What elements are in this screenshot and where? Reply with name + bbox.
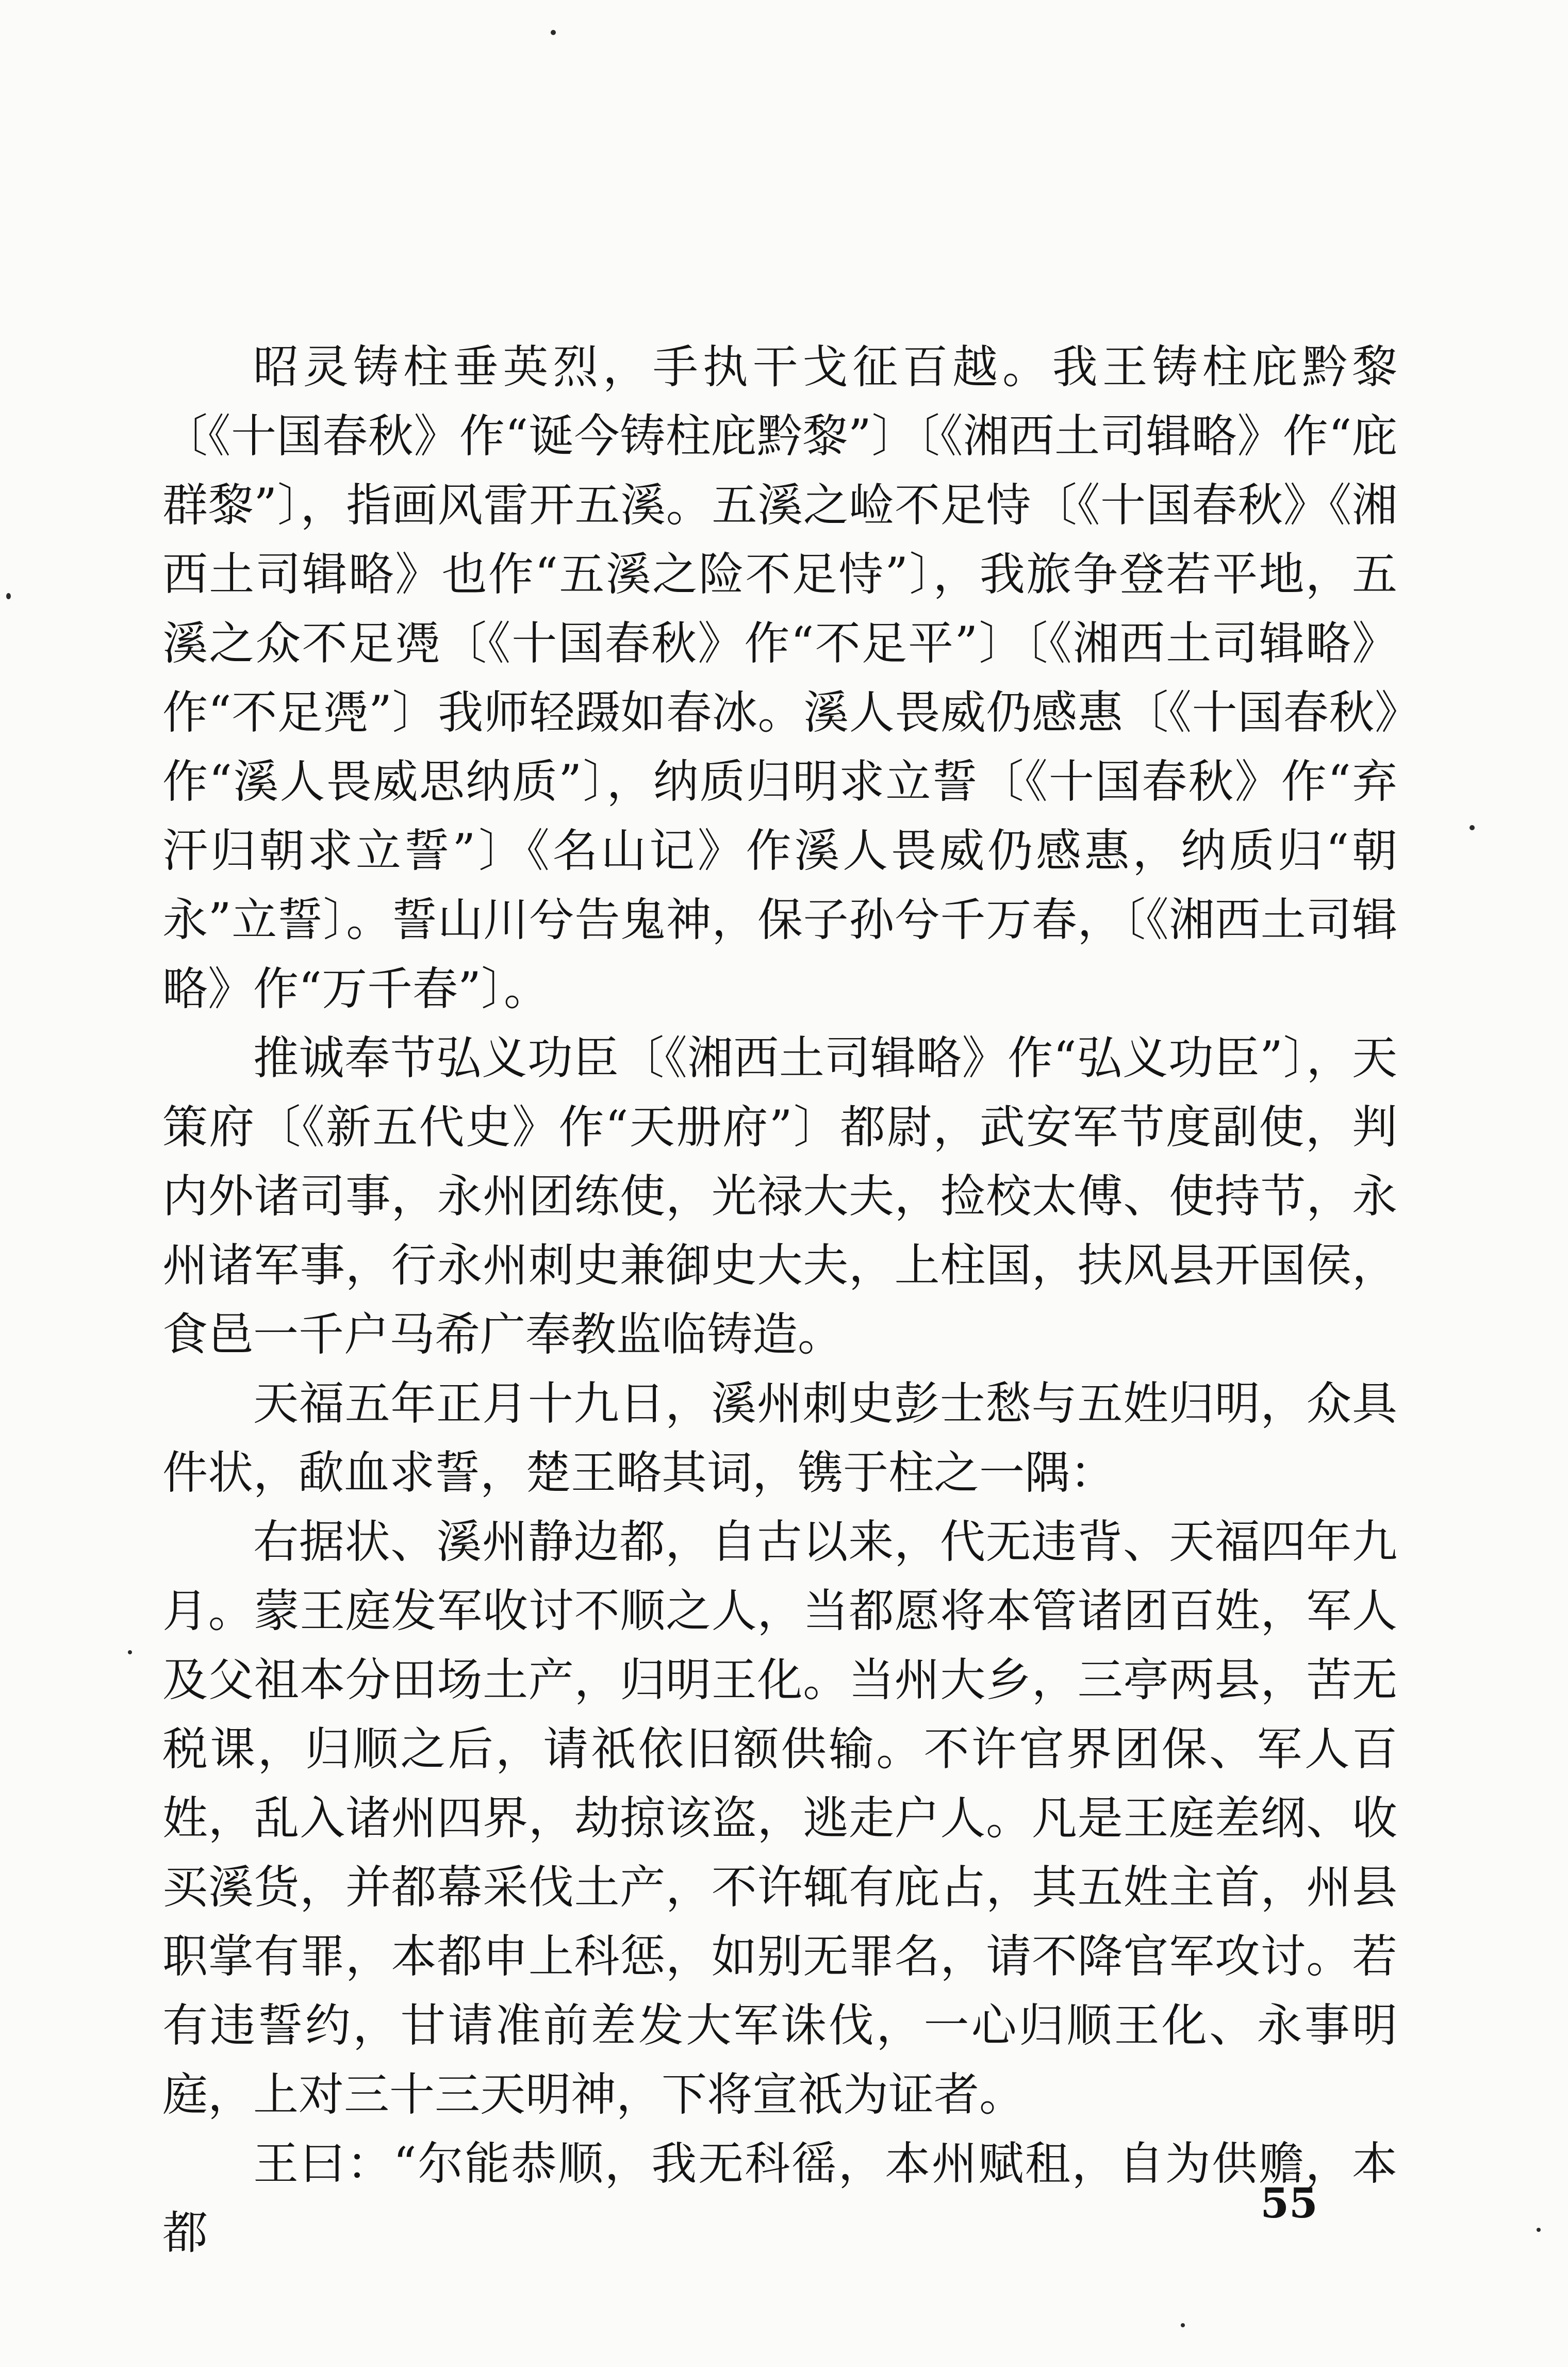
paragraph-petition: 右据状、溪州静边都，自古以来，代无违背、天福四年九月。蒙王庭发军收讨不顺之人，当都愿将本管诸团百姓，军人及父祖本分田场土产，归明王化。当州大乡，三亭两县，苦无税课，归顺之后，请祇依旧额供输。不许官界团保、军人百姓，乱入诸州四界，劫掠该盗，逃走户人。凡是王庭差纲、收买溪货，并都幕采伐土产，不许辄有庇占，其五姓主首，州县职掌有罪，本都申上科惩，如别无罪名，请不降官军攻讨。若有违誓约，甘请准前差发大军诛伐，一心归顺王化、永事明庭，上对三十三天明神，下将宣祇为证者。 <box>162 1515 1397 2121</box>
scan-speck <box>6 593 11 599</box>
scan-speck <box>551 30 556 35</box>
scan-speck <box>1470 825 1475 830</box>
page-number: 55 <box>1260 2179 1318 2227</box>
scan-speck <box>1537 2228 1541 2232</box>
body-text <box>162 333 1397 2267</box>
paragraph-officials: 推诚奉节弘义功臣〔《湘西土司辑略》作“弘义功臣”〕，天策府〔《新五代史》作“天册府”〕都尉，武安军节度副使，判内外诸司事，永州团练使，光禄大夫，捡校太傅、使持节，永州诸军事，行永州刺史兼御史大夫，上柱国，扶风县开国侯，食邑一千户马希广奉教监临铸造。 <box>162 1031 1397 1361</box>
paragraph-date-oath: 天福五年正月十九日，溪州刺史彭士愁与五姓归明，众具件状，歃血求誓，楚王略其词，镌于柱之一隅： <box>162 1377 1397 1499</box>
paragraph-king-reply: 王曰：“尔能恭顺，我无科徭，本州赋租，自为供赡，本都 <box>162 2137 1397 2259</box>
scan-speck <box>1181 2323 1185 2327</box>
scan-speck <box>128 1650 132 1654</box>
paragraph-inscription-poem: 昭灵铸柱垂英烈，手执干戈征百越。我王铸柱庇黔黎〔《十国春秋》作“诞今铸柱庇黔黎”〕〔《湘西土司辑略》作“庇群黎”〕，指画风雷开五溪。五溪之崄不足恃〔《十国春秋》《湘西土司辑略》也作“五溪之险不足恃”〕，我旅争登若平地，五溪之众不足凴〔《十国春秋》作“不足平”〕〔《湘西土司辑略》作“不足凴”〕我师轻蹑如春冰。溪人畏威仍感惠〔《十国春秋》作“溪人畏威思纳质”〕，纳质归明求立誓〔《十国春秋》作“弃汗归朝求立誓”〕《名山记》作溪人畏威仍感惠，纳质归“朝永”立誓〕。誓山川兮告鬼神，保子孙兮千万春，〔《湘西土司辑略》作“万千春”〕。 <box>162 340 1397 1015</box>
